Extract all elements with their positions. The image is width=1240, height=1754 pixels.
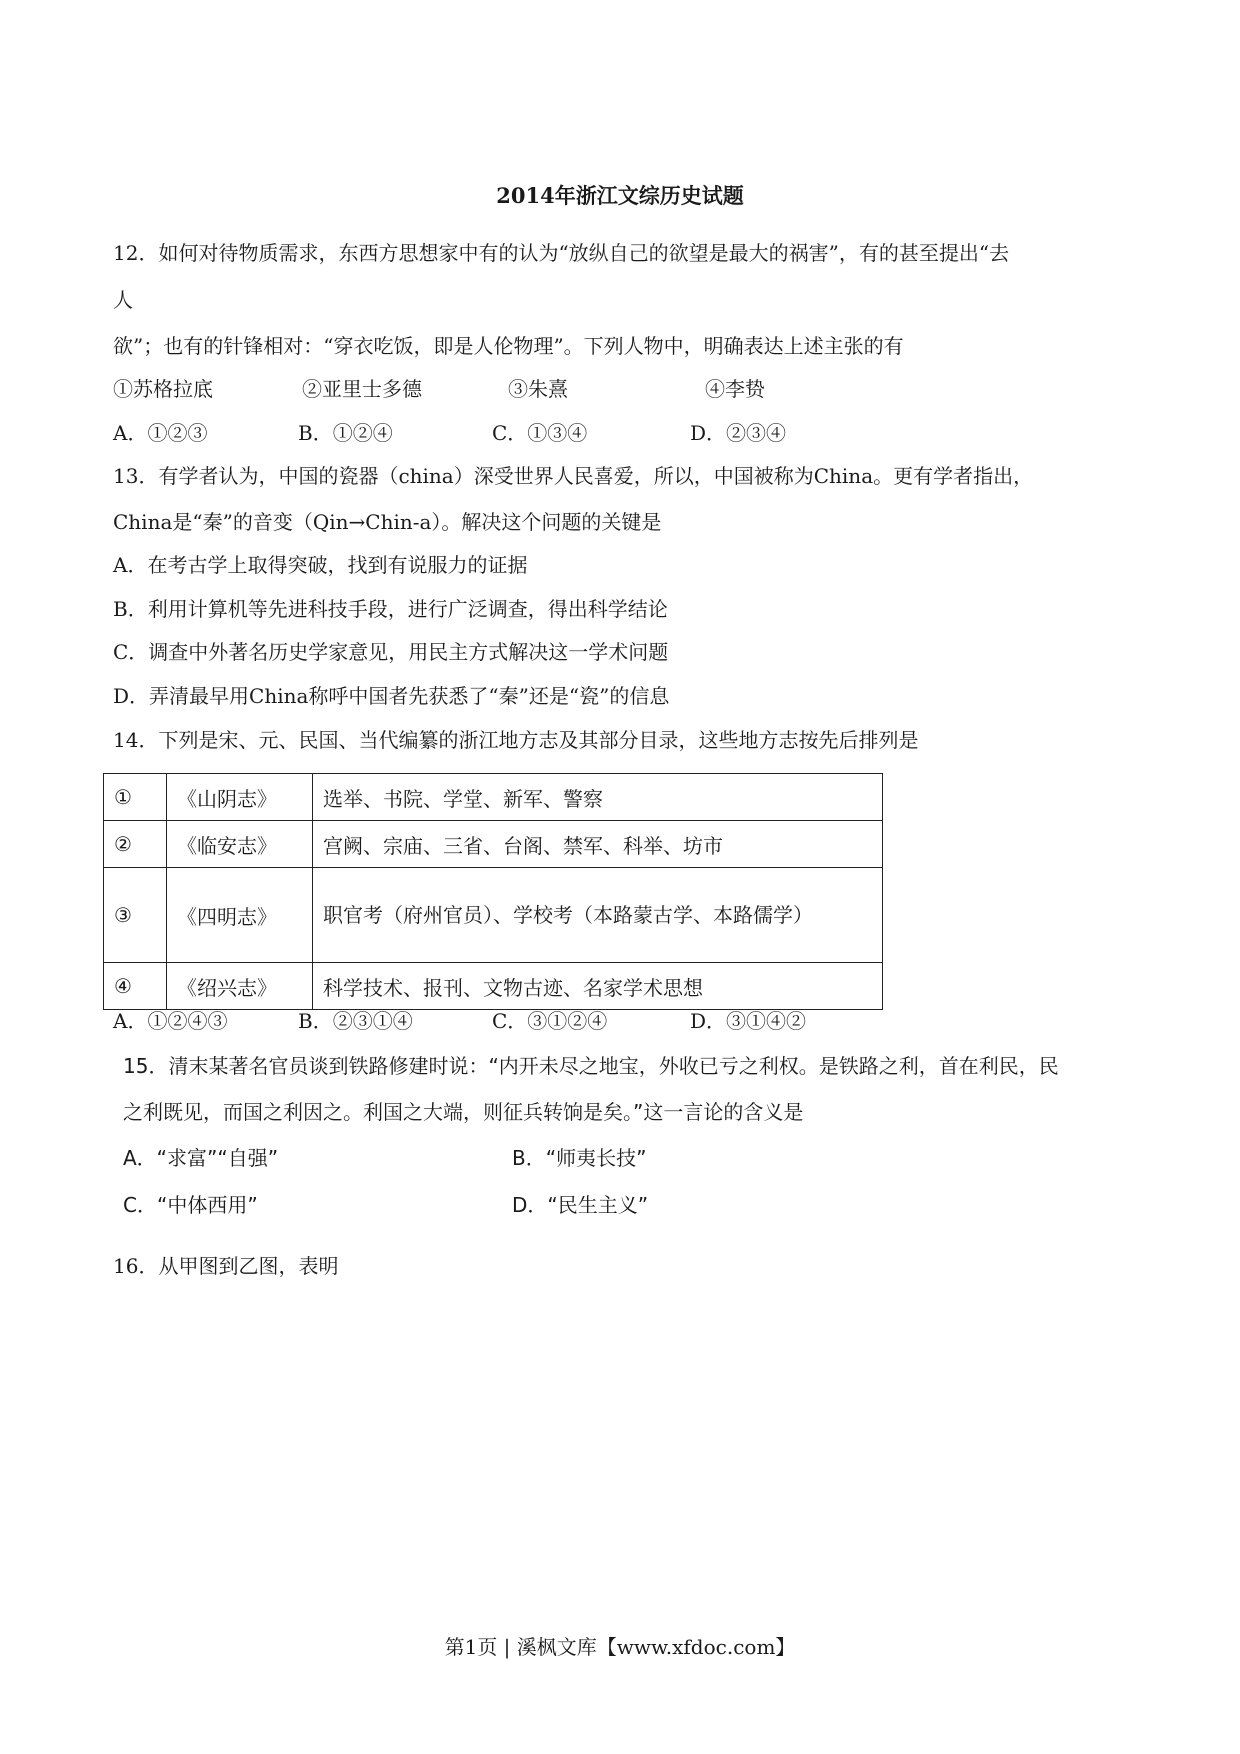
table-row xyxy=(104,963,883,1010)
q12-option-c: C．①③④ xyxy=(492,421,588,445)
q15-option-c: C．“中体西用” xyxy=(123,1193,258,1217)
q13-stem-line1: 13．有学者认为，中国的瓷器（china）深受世界人民喜爱，所以，中国被称为China。更有学者指出， xyxy=(113,464,1034,488)
table-cell-num: ③ xyxy=(104,868,167,963)
page-footer: 第1页 | 溪枫文库【www.xfdoc.com】 xyxy=(444,1635,796,1659)
q14-option-b: B．②③①④ xyxy=(298,1009,413,1033)
q13-option-b: B．利用计算机等先进科技手段，进行广泛调查，得出科学结论 xyxy=(113,597,668,621)
q15-option-d: D．“民生主义” xyxy=(512,1193,649,1217)
q15-option-b: B．“师夷长技” xyxy=(512,1146,647,1170)
table-cell-name: 《山阴志》 xyxy=(167,774,313,821)
table-cell-name: 《四明志》 xyxy=(167,868,313,963)
table-cell-name: 《临安志》 xyxy=(167,821,313,868)
q15-option-a: A．“求富”“自强” xyxy=(123,1146,279,1170)
q12-stem-line1: 12．如何对待物质需求，东西方思想家中有的认为“放纵自己的欲望是最大的祸害”，有的甚至提出“去 xyxy=(113,241,1010,265)
table-cell-num: ① xyxy=(104,774,167,821)
gazetteer-table xyxy=(103,773,883,1010)
table-row xyxy=(104,774,883,821)
q12-item-2: ②亚里士多德 xyxy=(302,377,422,401)
table-cell-content: 宫阙、宗庙、三省、台阁、禁军、科举、坊市 xyxy=(313,821,883,868)
q13-option-a: A．在考古学上取得突破，找到有说服力的证据 xyxy=(113,553,528,577)
table-row xyxy=(104,868,883,963)
q12-stem-line2: 人 xyxy=(113,288,133,312)
page-title: 2014年浙江文综历史试题 xyxy=(496,183,744,208)
q12-option-d: D．②③④ xyxy=(690,421,787,445)
q12-item-1: ①苏格拉底 xyxy=(113,377,213,401)
q12-stem-line3: 欲”；也有的针锋相对：“穿衣吃饭，即是人伦物理”。下列人物中，明确表达上述主张的有 xyxy=(113,334,904,358)
q12-option-a: A．①②③ xyxy=(113,421,208,445)
q12-item-4: ④李贽 xyxy=(705,377,765,401)
q14-option-d: D．③①④② xyxy=(690,1009,807,1033)
table-cell-name: 《绍兴志》 xyxy=(167,963,313,1010)
table-cell-content: 科学技术、报刊、文物古迹、名家学术思想 xyxy=(313,963,883,1010)
table-cell-num: ④ xyxy=(104,963,167,1010)
table-row xyxy=(104,821,883,868)
q14-option-a: A．①②④③ xyxy=(113,1009,228,1033)
table-cell-content: 选举、书院、学堂、新军、警察 xyxy=(313,774,883,821)
q13-stem-line2: China是“秦”的音变（Qin→Chin-a）。解决这个问题的关键是 xyxy=(113,510,662,534)
q15-stem-line1: 15．清末某著名官员谈到铁路修建时说：“内开未尽之地宝，外收已亏之利权。是铁路之利，首在利民，民 xyxy=(123,1054,1059,1078)
q12-option-b: B．①②④ xyxy=(298,421,393,445)
q14-stem-line1: 14．下列是宋、元、民国、当代编纂的浙江地方志及其部分目录，这些地方志按先后排列是 xyxy=(113,728,919,752)
table-cell-num: ② xyxy=(104,821,167,868)
q13-option-c: C．调查中外著名历史学家意见，用民主方式解决这一学术问题 xyxy=(113,640,669,664)
q12-item-3: ③朱熹 xyxy=(508,377,568,401)
q14-option-c: C．③①②④ xyxy=(492,1009,608,1033)
table-cell-content: 职官考（府州官员）、学校考（本路蒙古学、本路儒学） xyxy=(313,868,883,963)
q15-stem-line2: 之利既见，而国之利因之。利国之大端，则征兵转饷是矣。”这一言论的含义是 xyxy=(123,1100,804,1124)
q13-option-d: D．弄清最早用China称呼中国者先获悉了“秦”还是“瓷”的信息 xyxy=(113,684,670,708)
q16-stem-line1: 16．从甲图到乙图，表明 xyxy=(113,1254,339,1278)
